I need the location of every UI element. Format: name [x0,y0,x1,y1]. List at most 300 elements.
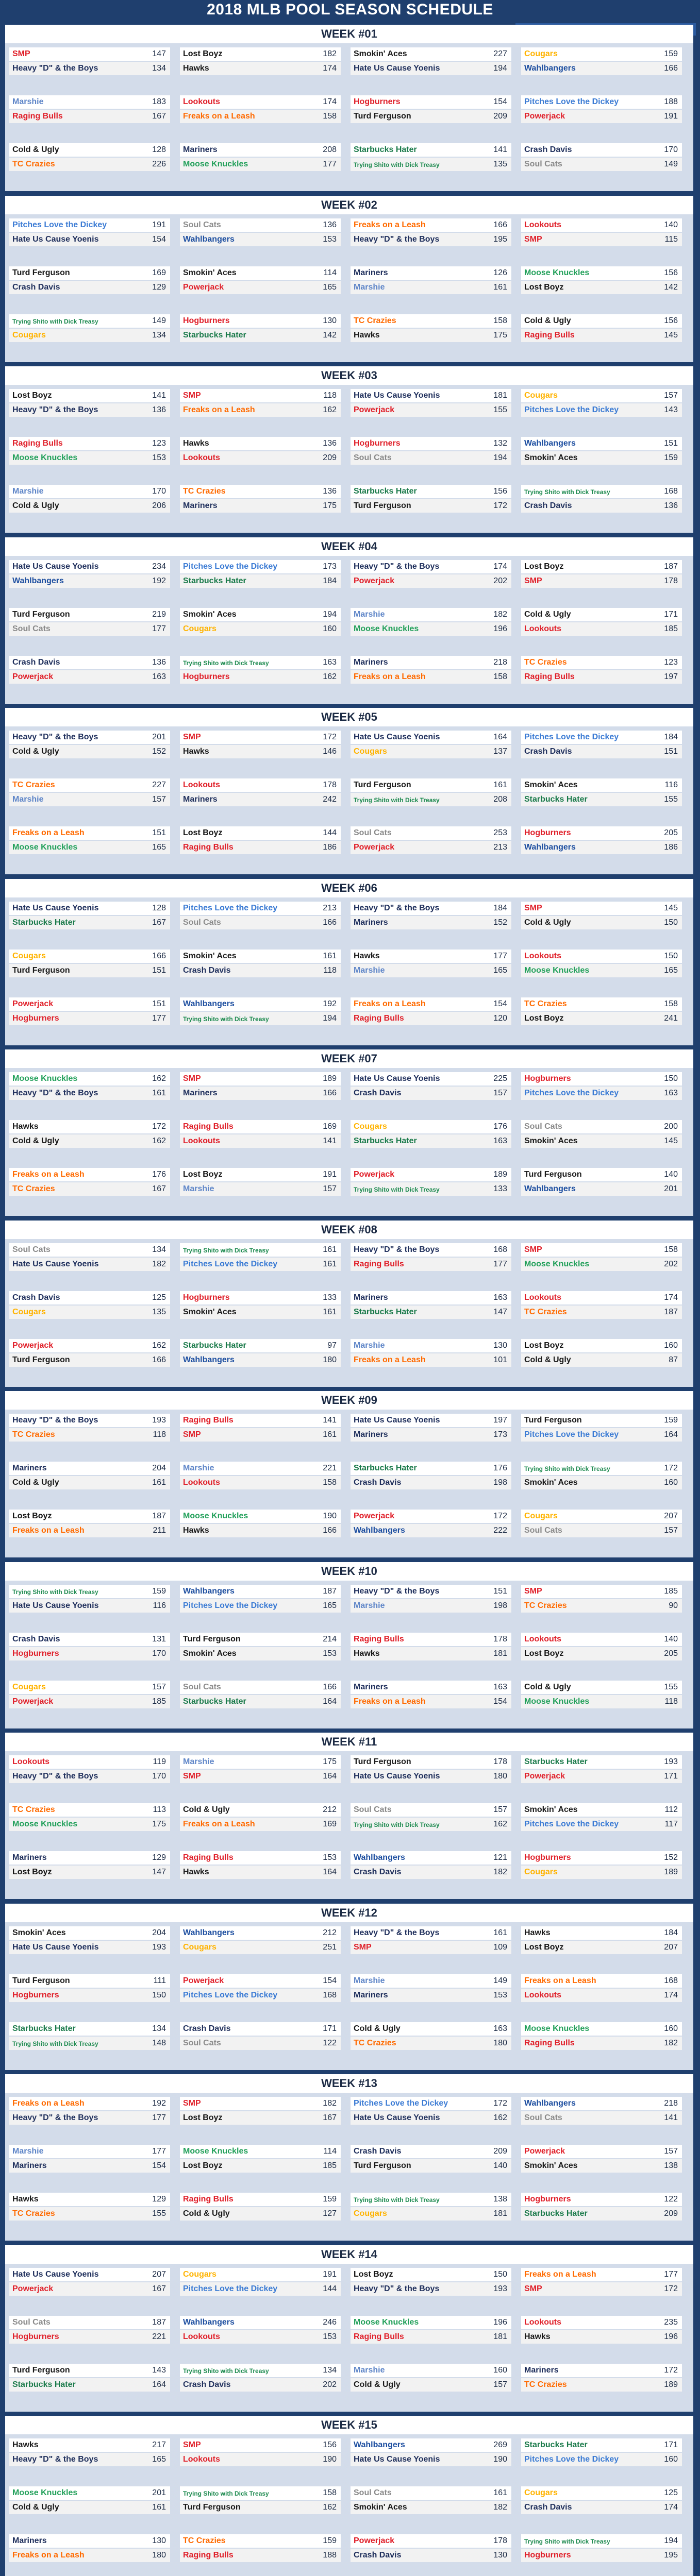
matchup [351,608,511,642]
team-score: 158 [493,316,507,325]
team-name: Lookouts [183,97,220,106]
team-home-line [180,1134,341,1148]
team-score: 217 [152,2441,166,2449]
team-name: Pitches Love the Dickey [183,562,278,571]
team-name: Hate Us Cause Yoenis [354,1074,440,1083]
week-heading: WEEK #01 [5,25,693,43]
team-name: Raging Bulls [354,2332,404,2341]
team-name: Wahlbangers [524,1184,576,1193]
matchup [521,437,682,471]
team-name: Hogburners [524,2195,571,2204]
team-name: Mariners [354,918,388,927]
matchup [351,2022,511,2056]
team-score: 174 [493,562,507,571]
team-home-line [351,451,511,465]
team-score: 155 [493,405,507,414]
team-name: Cold & Ugly [12,747,59,756]
team-name: Hogburners [183,1293,230,1302]
team-away-line [351,2438,511,2452]
matchup [351,1462,511,1496]
team-name: Mariners [183,1089,218,1097]
matchup [9,997,170,1031]
team-score: 164 [152,2380,166,2389]
team-score: 153 [323,234,337,244]
team-score: 161 [323,1259,337,1268]
team-name: Trying Shito with Dick Treasy [524,1465,610,1472]
team-name: Starbucks Hater [12,918,76,927]
matchup [521,389,682,423]
team-name: Heavy "D" & the Boys [354,1586,440,1596]
team-away-line [521,1291,682,1304]
team-home-line [9,1134,170,1148]
matchup [521,1633,682,1667]
week-block [5,2245,693,2412]
team-name: Cougars [12,330,46,340]
team-score: 162 [323,405,337,414]
matchup [521,1291,682,1325]
team-home-line [180,2037,341,2050]
team-away-line [351,218,511,232]
matchup [9,2316,170,2350]
team-home-line [351,1941,511,1954]
team-score: 164 [323,1772,337,1781]
team-name: Hawks [12,2441,39,2449]
team-name: Hawks [183,439,209,448]
matchup [521,2268,682,2302]
team-away-line [180,266,341,280]
team-home-line [9,841,170,854]
team-score: 206 [152,501,166,510]
team-score: 162 [323,2503,337,2512]
team-name: SMP [183,1074,201,1083]
team-name: Mariners [12,1853,47,1862]
team-score: 219 [152,609,166,619]
team-away-line [521,2438,682,2452]
team-score: 187 [152,2317,166,2327]
team-score: 213 [493,843,507,852]
team-home-line [180,499,341,513]
team-score: 189 [664,1868,678,1876]
team-name: Turd Ferguson [183,1634,241,1643]
team-score: 158 [664,1245,678,1254]
matchup [9,95,170,129]
team-name: Freaks on a Leash [12,2551,85,2560]
matchup [9,902,170,936]
team-score: 182 [323,49,337,58]
team-score: 177 [152,2147,166,2156]
team-name: SMP [183,1430,201,1439]
team-home-line [521,1941,682,1954]
team-away-line [9,1974,170,1988]
team-score: 187 [664,562,678,571]
team-name: Powerjack [354,1170,395,1179]
matchup [351,1681,511,1715]
team-home-line [180,1695,341,1708]
team-name: Turd Ferguson [524,1170,582,1179]
team-away-line [521,560,682,573]
team-name: Cold & Ugly [12,145,59,154]
team-away-line [351,2097,511,2110]
team-score: 161 [152,2503,166,2512]
team-score: 192 [152,576,166,585]
team-name: Pitches Love the Dickey [524,1430,619,1439]
team-score: 129 [152,1853,166,1862]
team-name: Raging Bulls [524,2038,575,2047]
team-name: Marshie [354,1601,385,1610]
team-name: Moose Knuckles [524,2024,590,2033]
team-score: 166 [152,1355,166,1364]
team-name: Lookouts [183,1137,220,1145]
team-away-line [351,2534,511,2548]
team-name: Soul Cats [12,2317,51,2327]
matchup [9,437,170,471]
team-score: 116 [153,1601,166,1610]
team-score: 149 [664,160,678,168]
team-name: Cougars [354,2209,387,2218]
team-home-line [180,62,341,75]
team-score: 134 [152,64,166,73]
matchup [180,1926,341,1960]
matchup [180,485,341,519]
team-score: 125 [664,2488,678,2497]
team-name: Mariners [354,657,388,667]
team-away-line [351,1585,511,1598]
team-away-line [521,1585,682,1598]
team-name: TC Crazies [524,2380,567,2389]
team-name: Soul Cats [354,453,392,462]
matchup [180,143,341,177]
team-score: 207 [664,1512,678,1520]
matchup [9,1974,170,2008]
team-away-line [351,997,511,1011]
team-score: 208 [493,795,507,804]
team-score: 201 [152,2488,166,2497]
team-away-line [180,437,341,450]
team-score: 211 [153,1526,166,1535]
week-block [5,1221,693,1387]
team-score: 151 [152,965,166,975]
team-away-line [9,778,170,792]
team-score: 164 [323,1868,337,1876]
team-score: 172 [664,2365,678,2375]
team-home-line [521,1353,682,1367]
matchup [351,1585,511,1619]
matchup [180,266,341,300]
team-score: 187 [152,1512,166,1520]
team-name: Trying Shito with Dick Treasy [354,1821,440,1828]
team-score: 90 [669,1601,678,1610]
team-score: 154 [323,1976,337,1985]
team-home-line [180,2549,341,2562]
team-away-line [9,218,170,232]
team-name: Pitches Love the Dickey [524,405,619,414]
matchup [521,902,682,936]
team-home-line [180,1353,341,1367]
team-score: 134 [152,1245,166,1254]
team-score: 141 [323,1416,337,1425]
team-away-line [9,997,170,1011]
team-name: Freaks on a Leash [354,672,426,681]
week-block [5,1733,693,1899]
team-home-line [351,1134,511,1148]
team-score: 205 [664,828,678,837]
team-away-line [180,1414,341,1427]
matchup [351,2316,511,2350]
team-home-line [351,1524,511,1537]
team-name: Crash Davis [354,1478,402,1487]
team-score: 162 [323,672,337,681]
team-name: Hawks [354,1649,380,1658]
team-name: Starbucks Hater [524,2209,588,2218]
team-home-line [521,916,682,929]
team-score: 153 [323,1853,337,1862]
team-away-line [9,2145,170,2158]
team-home-line [351,1182,511,1196]
matchup [180,2534,341,2568]
team-name: Pitches Love the Dickey [183,1990,278,1999]
matchup [521,1168,682,1202]
team-score: 189 [664,2380,678,2389]
team-away-line [180,608,341,621]
team-home-line [351,745,511,758]
team-home-line [180,1866,341,1879]
team-score: 185 [664,1586,678,1596]
team-home-line [180,1306,341,1319]
matchup [351,314,511,348]
team-name: Crash Davis [354,1089,402,1097]
team-name: Smokin' Aces [354,49,407,58]
matchup [180,1585,341,1619]
team-score: 116 [664,781,678,789]
team-score: 158 [493,672,507,681]
matchup [180,1510,341,1544]
team-away-line [180,950,341,963]
team-score: 123 [152,439,166,448]
team-name: SMP [524,234,542,244]
team-name: Starbucks Hater [524,795,588,804]
team-score: 151 [152,828,166,837]
team-name: SMP [183,733,201,741]
team-name: Starbucks Hater [12,2024,76,2033]
team-score: 174 [664,1293,678,1302]
team-away-line [9,266,170,280]
team-name: Moose Knuckles [354,2317,419,2327]
team-away-line [521,1462,682,1475]
team-home-line [351,2159,511,2173]
team-home-line [9,62,170,75]
matchup [9,266,170,300]
team-score: 172 [493,1512,507,1520]
team-name: Smokin' Aces [183,609,237,619]
team-name: Powerjack [524,1772,565,1781]
team-home-line [351,1428,511,1442]
team-home-line [521,233,682,246]
team-away-line [351,826,511,840]
team-away-line [9,2364,170,2377]
team-score: 246 [323,2317,337,2327]
team-home-line [351,2378,511,2392]
matchup [521,95,682,129]
team-name: Starbucks Hater [354,145,417,154]
team-away-line [351,2268,511,2281]
team-name: TC Crazies [524,1601,567,1610]
team-score: 141 [152,391,166,400]
team-home-line [521,329,682,342]
team-score: 151 [152,999,166,1008]
team-name: Soul Cats [183,220,221,229]
team-score: 177 [152,1013,166,1023]
team-home-line [180,2501,341,2514]
team-away-line [521,950,682,963]
team-score: 161 [152,1478,166,1487]
week-heading: WEEK #08 [5,1221,693,1239]
team-away-line [180,218,341,232]
team-name: Pitches Love the Dickey [524,1089,619,1097]
team-name: Raging Bulls [183,2195,234,2204]
team-home-line [180,745,341,758]
matchup [180,902,341,936]
team-score: 181 [493,391,507,400]
team-score: 177 [493,951,507,960]
team-score: 145 [664,330,678,340]
team-name: Wahlbangers [354,1853,405,1862]
team-score: 174 [323,97,337,106]
team-score: 182 [664,2038,678,2047]
team-name: Cold & Ugly [524,316,571,325]
team-home-line [180,2159,341,2173]
week-block [5,196,693,362]
matchup [180,218,341,252]
team-home-line [521,158,682,171]
team-score: 156 [664,316,678,325]
team-score: 202 [664,1259,678,1268]
team-away-line [9,2268,170,2281]
team-away-line [180,1120,341,1133]
team-score: 148 [152,2038,166,2047]
team-home-line [521,745,682,758]
team-home-line [180,2282,341,2296]
team-name: Crash Davis [183,2024,231,2033]
team-name: Powerjack [183,1976,224,1985]
team-name: Moose Knuckles [183,2147,248,2156]
team-name: Pitches Love the Dickey [524,2455,619,2464]
team-home-line [521,1134,682,1148]
week-heading: WEEK #10 [5,1562,693,1581]
team-away-line [521,1681,682,1694]
team-home-line [180,1818,341,1831]
team-away-line [9,826,170,840]
matchup [351,778,511,812]
week-heading: WEEK #15 [5,2416,693,2434]
team-score: 227 [493,49,507,58]
team-score: 129 [152,282,166,292]
team-name: Moose Knuckles [354,624,419,633]
matchup [351,1510,511,1544]
team-name: Soul Cats [524,2113,562,2122]
team-score: 147 [152,49,166,58]
team-name: Freaks on a Leash [524,1976,596,1985]
team-score: 136 [664,501,678,510]
team-score: 111 [153,1976,166,1985]
team-name: Heavy "D" & the Boys [12,733,98,741]
team-name: Lookouts [183,2455,220,2464]
team-away-line [521,218,682,232]
team-name: Pitches Love the Dickey [524,97,619,106]
matchup [351,1120,511,1154]
team-score: 172 [323,733,337,741]
team-name: Raging Bulls [183,1122,234,1131]
team-score: 163 [152,672,166,681]
team-away-line [351,560,511,573]
team-home-line [180,451,341,465]
team-score: 135 [152,1307,166,1316]
team-away-line [351,2193,511,2206]
team-score: 218 [493,657,507,667]
team-score: 153 [323,1649,337,1658]
team-name: Powerjack [524,2147,565,2156]
matchup [180,1072,341,1106]
page-title: 2018 MLB POOL SEASON SCHEDULE [207,1,493,18]
team-home-line [521,1989,682,2002]
matchup [180,997,341,1031]
team-name: Smokin' Aces [183,951,237,960]
team-name: Powerjack [12,672,54,681]
team-name: Hawks [12,2195,39,2204]
team-score: 129 [152,2195,166,2204]
team-name: Marshie [12,795,44,804]
team-score: 170 [152,1649,166,1658]
team-name: Starbucks Hater [524,1757,588,1766]
team-score: 122 [664,2195,678,2204]
team-name: Freaks on a Leash [183,112,255,121]
team-score: 161 [323,1245,337,1254]
matchup [521,1926,682,1960]
team-name: Lookouts [183,453,220,462]
team-name: Cold & Ugly [524,1682,571,1691]
team-away-line [351,2022,511,2036]
team-home-line [9,2453,170,2466]
team-score: 181 [493,2209,507,2218]
week-block [5,708,693,874]
team-score: 178 [664,576,678,585]
team-home-line [521,2330,682,2344]
team-name: Lookouts [524,1293,561,1302]
team-name: Lost Boyz [183,2161,223,2170]
team-score: 162 [152,1341,166,1350]
team-name: Marshie [354,1341,385,1350]
team-score: 138 [664,2161,678,2170]
matchup [521,778,682,812]
team-score: 122 [323,2038,337,2047]
matchup [9,2534,170,2568]
team-score: 209 [493,112,507,121]
team-name: Lookouts [183,781,220,789]
team-score: 161 [152,1089,166,1097]
team-name: Trying Shito with Dick Treasy [12,2040,98,2047]
team-name: Cougars [354,747,387,756]
team-score: 190 [323,2455,337,2464]
matchup [180,1851,341,1885]
team-away-line [351,1755,511,1769]
team-name: Lookouts [524,1634,561,1643]
matchup [521,2097,682,2131]
team-home-line [180,1476,341,1489]
team-home-line [351,1989,511,2002]
team-name: Freaks on a Leash [12,1526,85,1535]
team-name: Hawks [183,64,209,73]
team-name: Marshie [354,2365,385,2375]
team-name: Hate Us Cause Yoenis [354,733,440,741]
